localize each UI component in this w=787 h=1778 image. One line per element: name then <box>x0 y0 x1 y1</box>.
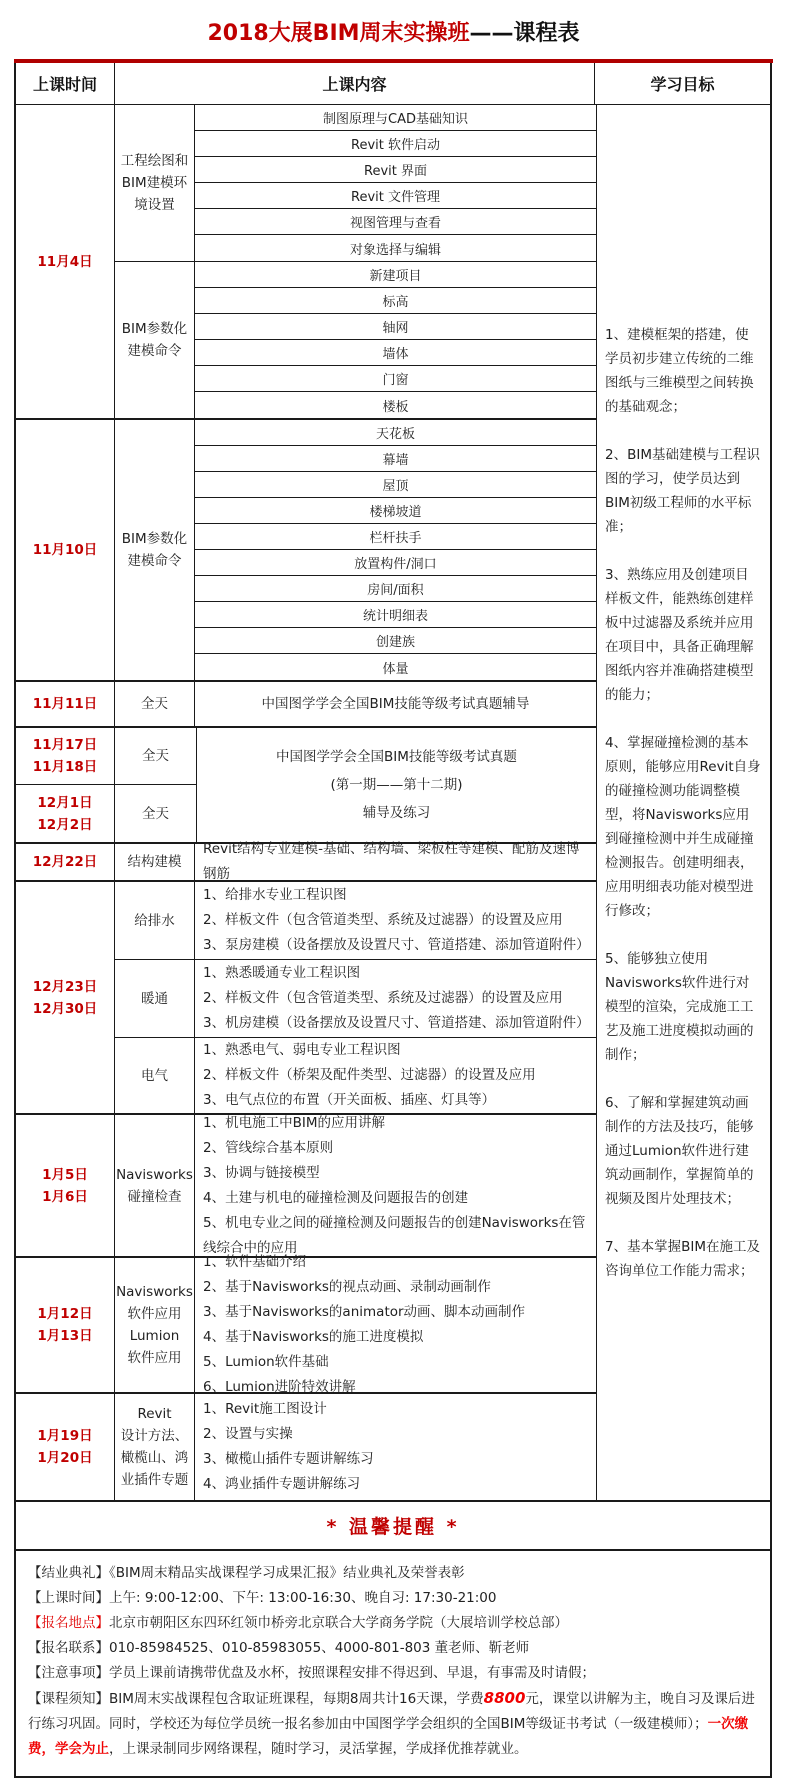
date-category-row <box>16 785 196 842</box>
course-section <box>16 105 596 420</box>
note-text: 一次缴费，学会为止 <box>28 1716 749 1757</box>
dual-left <box>16 728 196 842</box>
objective-paragraph: 6、了解和掌握建筑动画制作的方法及技巧，能够通过Lumion软件进行建筑动画制作，掌握简单的视频及图片处理技术； <box>605 1094 754 1207</box>
course-section <box>16 882 596 1115</box>
category-cell <box>115 1394 195 1500</box>
page-title <box>0 0 787 59</box>
objective-paragraph: 1、建模框架的搭建，使学员初步建立传统的二维图纸与三维模型之间转换的基础观念； <box>605 326 754 415</box>
category-cell <box>115 785 196 842</box>
category-text: Navisworks <box>116 1284 193 1300</box>
course-item: 创建族 <box>195 628 596 654</box>
category-text: Revit <box>137 1406 172 1422</box>
content-line: 5、机电专业之间的碰撞检测及问题报告的创建Navisworks在管线综合中的应用 <box>203 1214 586 1256</box>
category-text: BIM参数化 <box>121 321 188 337</box>
course-item: 新建项目 <box>195 262 596 288</box>
course-group <box>115 960 596 1038</box>
header-cell-time: 上课时间 <box>16 63 115 104</box>
content-line: 4、土建与机电的碰撞检测及问题报告的创建 <box>203 1189 469 1206</box>
content-cell <box>195 1038 596 1113</box>
content-line: 2、样板文件（桥架及配件类型、过滤器）的设置及应用 <box>203 1067 536 1083</box>
content-line: 3、电气点位的布置（开关面板、插座、灯具等） <box>203 1092 496 1108</box>
category-text: 设计方法、 <box>120 1428 189 1444</box>
page-title-red: 2018大展BIM周末实操班 <box>207 21 470 46</box>
date-text: 1月19日 <box>37 1428 93 1444</box>
date-category-row <box>16 728 196 785</box>
section-groups <box>115 1254 596 1395</box>
content-line: 1、Revit施工图设计 <box>203 1401 327 1417</box>
course-item: Revit 软件启动 <box>195 131 596 157</box>
section-groups <box>115 882 596 1113</box>
course-section <box>16 682 596 728</box>
date-cell <box>16 728 115 784</box>
page-title-black: ——课程表 <box>469 21 580 46</box>
category-text: 全天 <box>142 805 169 822</box>
content-cell <box>195 1115 596 1256</box>
date-text: 1月13日 <box>37 1328 93 1344</box>
category-cell <box>115 1038 195 1113</box>
course-item: 放置构件/洞口 <box>195 550 596 576</box>
category-text: Navisworks <box>116 1166 193 1183</box>
date-text: 1月12日 <box>37 1306 93 1322</box>
table-header <box>16 63 770 105</box>
date-cell <box>16 844 115 880</box>
category-cell <box>115 682 195 726</box>
content-line: 2、设置与实操 <box>203 1426 293 1442</box>
note-label: 【上课时间】 <box>28 1590 109 1606</box>
course-item: 墙体 <box>195 340 596 366</box>
course-group <box>115 262 596 418</box>
content-line: 3、协调与链接模型 <box>203 1164 320 1181</box>
course-item: 对象选择与编辑 <box>349 242 441 258</box>
note-text: 010-85984525、010-85983055、4000-801-803 董老师、靳老师 <box>109 1640 530 1656</box>
note-label: 【注意事项】 <box>28 1665 109 1681</box>
course-section <box>16 1394 596 1500</box>
date-text: 12月23日 <box>32 978 98 995</box>
course-item: Revit 界面 <box>195 157 596 183</box>
category-text: 软件应用 <box>127 1306 182 1322</box>
content-line: 4、基于Navisworks的施工进度模拟 <box>203 1329 424 1345</box>
course-item: 轴网 <box>195 314 596 340</box>
course-group <box>115 682 596 726</box>
course-item: 统计明细表 <box>195 602 596 628</box>
date-cell <box>16 1115 115 1256</box>
reminder-banner: * 温馨提醒 * <box>16 1502 770 1551</box>
course-item: 栏杆扶手 <box>195 524 596 550</box>
course-group <box>115 1394 596 1500</box>
date-text: 11月10日 <box>32 542 98 558</box>
content-cell <box>195 960 596 1037</box>
content-line: 6、Lumion进阶特效讲解 <box>203 1379 356 1395</box>
date-text: 11月17日 <box>32 737 98 753</box>
note-line <box>28 1561 758 1586</box>
course-sections <box>16 105 596 1500</box>
course-item: 体量 <box>382 661 409 677</box>
course-group <box>115 841 596 882</box>
category-text: Lumion <box>129 1328 180 1344</box>
category-text: 建模命令 <box>127 343 182 359</box>
objective-paragraph: 5、能够独立使用Navisworks软件进行对模型的渲染，完成施工工艺及施工进度模拟动画的制作； <box>605 950 754 1063</box>
section-groups <box>115 105 596 418</box>
course-group <box>115 1038 596 1113</box>
date-cell <box>16 1394 115 1500</box>
course-item: 制图原理与CAD基础知识 <box>195 105 596 131</box>
content-line: 辅导及练习 <box>362 805 431 821</box>
category-text: 软件应用 <box>127 1350 182 1366</box>
content-line: Revit结构专业建模-基础、结构墙、梁板柱等建模、配筋及速博钢筋 <box>203 841 580 882</box>
objective-paragraph: 3、熟练应用及创建项目样板文件，能熟练创建样板中过滤器及系统并应用在项目中，具备正确理解图纸内容并准确搭建模型的能力； <box>605 566 754 703</box>
category-text: 建模命令 <box>127 553 182 569</box>
category-text: 橄榄山、鸿 <box>120 1450 189 1466</box>
section-groups <box>115 1115 596 1256</box>
content-line: 3、机房建模（设备摆放及设置尺寸、管道搭建、添加管道附件） <box>203 1015 590 1031</box>
course-item: 门窗 <box>195 366 596 392</box>
course-section <box>16 728 596 844</box>
header-cell-content: 上课内容 <box>115 63 595 104</box>
course-item: 楼板 <box>382 399 409 415</box>
date-text: 12月2日 <box>37 816 93 833</box>
content-line: 1、熟悉电气、弱电专业工程识图 <box>203 1042 401 1058</box>
date-text: 11月11日 <box>32 696 98 712</box>
objective-paragraph: 4、掌握碰撞检测的基本原则，能够应用Revit自身的碰撞检测功能调整模型，将Navisworks应用到碰撞检测中并生成碰撞检测报告。创建明细表，应用明细表功能对模型进行修改； <box>605 734 761 919</box>
date-text: 11月4日 <box>37 253 93 270</box>
date-cell <box>16 105 115 418</box>
course-item: 屋顶 <box>195 472 596 498</box>
note-text: 元，课堂以讲解为主，晚自习及课后进行练习巩固。同时，学校还为每位学员统一报名参加由中国图学学会组织的全国BIM等级证书考试（一级建模师）； <box>28 1691 755 1732</box>
course-item: 房间/面积 <box>195 576 596 602</box>
content-line: 5、Lumion软件基础 <box>203 1354 329 1370</box>
date-cell <box>16 1258 115 1392</box>
category-text: 工程绘图和 <box>120 153 189 169</box>
category-text: 结构建模 <box>127 854 182 870</box>
date-cell <box>16 785 115 842</box>
category-text: 全天 <box>142 748 169 764</box>
note-text: 《BIM周末精品实战课程学习成果汇报》结业典礼及荣誉表彰 <box>109 1565 465 1581</box>
course-section <box>16 1254 596 1395</box>
category-cell <box>115 262 195 418</box>
date-text: 1月20日 <box>37 1450 93 1466</box>
course-section <box>16 420 596 682</box>
category-cell <box>115 105 195 261</box>
category-text: 业插件专题 <box>120 1472 189 1488</box>
course-section <box>16 841 596 882</box>
category-cell <box>115 882 195 959</box>
content-line: 中国图学学会全国BIM技能等级考试真题 <box>276 749 517 765</box>
content-cell <box>195 882 596 959</box>
category-text: 境设置 <box>134 197 175 213</box>
note-line <box>28 1661 758 1686</box>
note-line <box>28 1611 758 1636</box>
course-group <box>115 1254 596 1395</box>
content-line: 中国图学学会全国BIM技能等级考试真题辅导 <box>261 696 530 712</box>
category-text: BIM参数化 <box>121 531 188 547</box>
category-cell <box>115 960 195 1037</box>
note-text: ，上课录制同步网络课程，随时学习，灵活掌握，学成择优推荐就业。 <box>109 1741 528 1757</box>
date-cell <box>16 420 115 680</box>
content-line: 1、给排水专业工程识图 <box>203 887 347 903</box>
category-cell <box>115 420 195 680</box>
note-label: 【结业典礼】 <box>28 1565 109 1581</box>
note-text: 学员上课前请携带优盘及水杯，按照课程安排不得迟到、早退，有事需及时请假； <box>109 1665 595 1681</box>
objective-paragraph: 2、BIM基础建模与工程识图的学习，使学员达到BIM初级工程师的水平标准； <box>605 446 760 535</box>
note-line <box>28 1636 758 1661</box>
note-text: 北京市朝阳区东四环红领巾桥旁北京联合大学商务学院（大展培训学校总部） <box>109 1615 568 1631</box>
item-list <box>195 262 596 418</box>
content-line: 3、基于Navisworks的animator动画、脚本动画制作 <box>203 1304 526 1320</box>
category-text: 给排水 <box>134 912 175 929</box>
content-cell <box>195 1394 596 1500</box>
content-cell <box>195 1254 596 1395</box>
category-text: 暖通 <box>141 990 168 1007</box>
course-item: 楼梯坡道 <box>195 498 596 524</box>
category-text: 全天 <box>141 696 168 712</box>
merged-content-cell <box>196 728 596 842</box>
course-item: 标高 <box>195 288 596 314</box>
date-text: 1月6日 <box>42 1188 88 1205</box>
category-cell <box>115 1258 195 1392</box>
course-table <box>14 63 772 1778</box>
course-group <box>115 105 596 262</box>
content-cell <box>195 682 596 726</box>
content-line: 2、管线综合基本原则 <box>203 1139 334 1156</box>
content-cell <box>195 841 596 882</box>
notes-section <box>16 1551 770 1776</box>
date-text: 12月1日 <box>37 794 93 811</box>
course-item: Revit 文件管理 <box>195 183 596 209</box>
course-item: 视图管理与查看 <box>195 209 596 235</box>
header-cell-goal: 学习目标 <box>650 75 715 94</box>
note-label: 【课程须知】 <box>28 1691 109 1707</box>
note-text: BIM周末实战课程包含取证班课程，每期8周共计16天课，学费 <box>109 1691 484 1707</box>
section-groups <box>115 420 596 680</box>
course-group <box>115 420 596 680</box>
content-line: 1、熟悉暖通专业工程识图 <box>203 965 361 981</box>
item-list <box>195 105 596 261</box>
category-cell <box>115 844 195 880</box>
section-groups <box>115 1394 596 1500</box>
course-section <box>16 1115 596 1258</box>
content-line: 1、机电施工中BIM的应用讲解 <box>203 1114 385 1131</box>
content-line: 1、软件基础介绍 <box>203 1254 307 1270</box>
content-line: 3、橄榄山插件专题讲解练习 <box>203 1451 374 1467</box>
course-item: 天花板 <box>195 420 596 446</box>
table-body <box>16 105 770 1502</box>
note-line <box>28 1686 758 1762</box>
section-groups <box>115 841 596 882</box>
note-label: 【报名联系】 <box>28 1640 109 1656</box>
course-item: 幕墙 <box>195 446 596 472</box>
content-line: 3、泵房建模（设备摆放及设置尺寸、管道搭建、添加管道附件） <box>203 937 590 953</box>
note-text: 8800 <box>483 1689 526 1707</box>
note-label: 【报名地点】 <box>28 1615 109 1631</box>
content-line: 2、样板文件（包含管道类型、系统及过滤器）的设置及应用 <box>203 912 563 928</box>
category-cell <box>115 728 196 784</box>
section-groups <box>115 682 596 726</box>
category-text: 电气 <box>141 1067 168 1084</box>
course-group <box>115 1115 596 1256</box>
content-line: 2、基于Navisworks的视点动画、录制动画制作 <box>203 1279 491 1295</box>
learning-objectives <box>596 105 770 1500</box>
date-cell <box>16 882 115 1113</box>
objective-paragraph: 7、基本掌握BIM在施工及咨询单位工作能力需求； <box>605 1238 760 1279</box>
category-text: 碰撞检查 <box>127 1188 182 1205</box>
date-text: 1月5日 <box>42 1166 88 1183</box>
item-list <box>195 420 596 680</box>
date-text: 11月18日 <box>32 759 98 775</box>
category-cell <box>115 1115 195 1256</box>
note-line <box>28 1586 758 1611</box>
content-line: 4、鸿业插件专题讲解练习 <box>203 1476 361 1492</box>
note-text: 上午: 9:00-12:00、下午: 13:00-16:30、晚自习: 17:30-21:00 <box>109 1590 497 1606</box>
content-line: 2、样板文件（包含管道类型、系统及过滤器）的设置及应用 <box>203 990 563 1006</box>
date-cell <box>16 682 115 726</box>
content-line: (第一期——第十二期) <box>330 777 463 793</box>
date-text: 12月30日 <box>32 1000 98 1017</box>
category-text: BIM建模环 <box>121 175 188 191</box>
date-text: 12月22日 <box>32 854 98 870</box>
course-group <box>115 882 596 960</box>
